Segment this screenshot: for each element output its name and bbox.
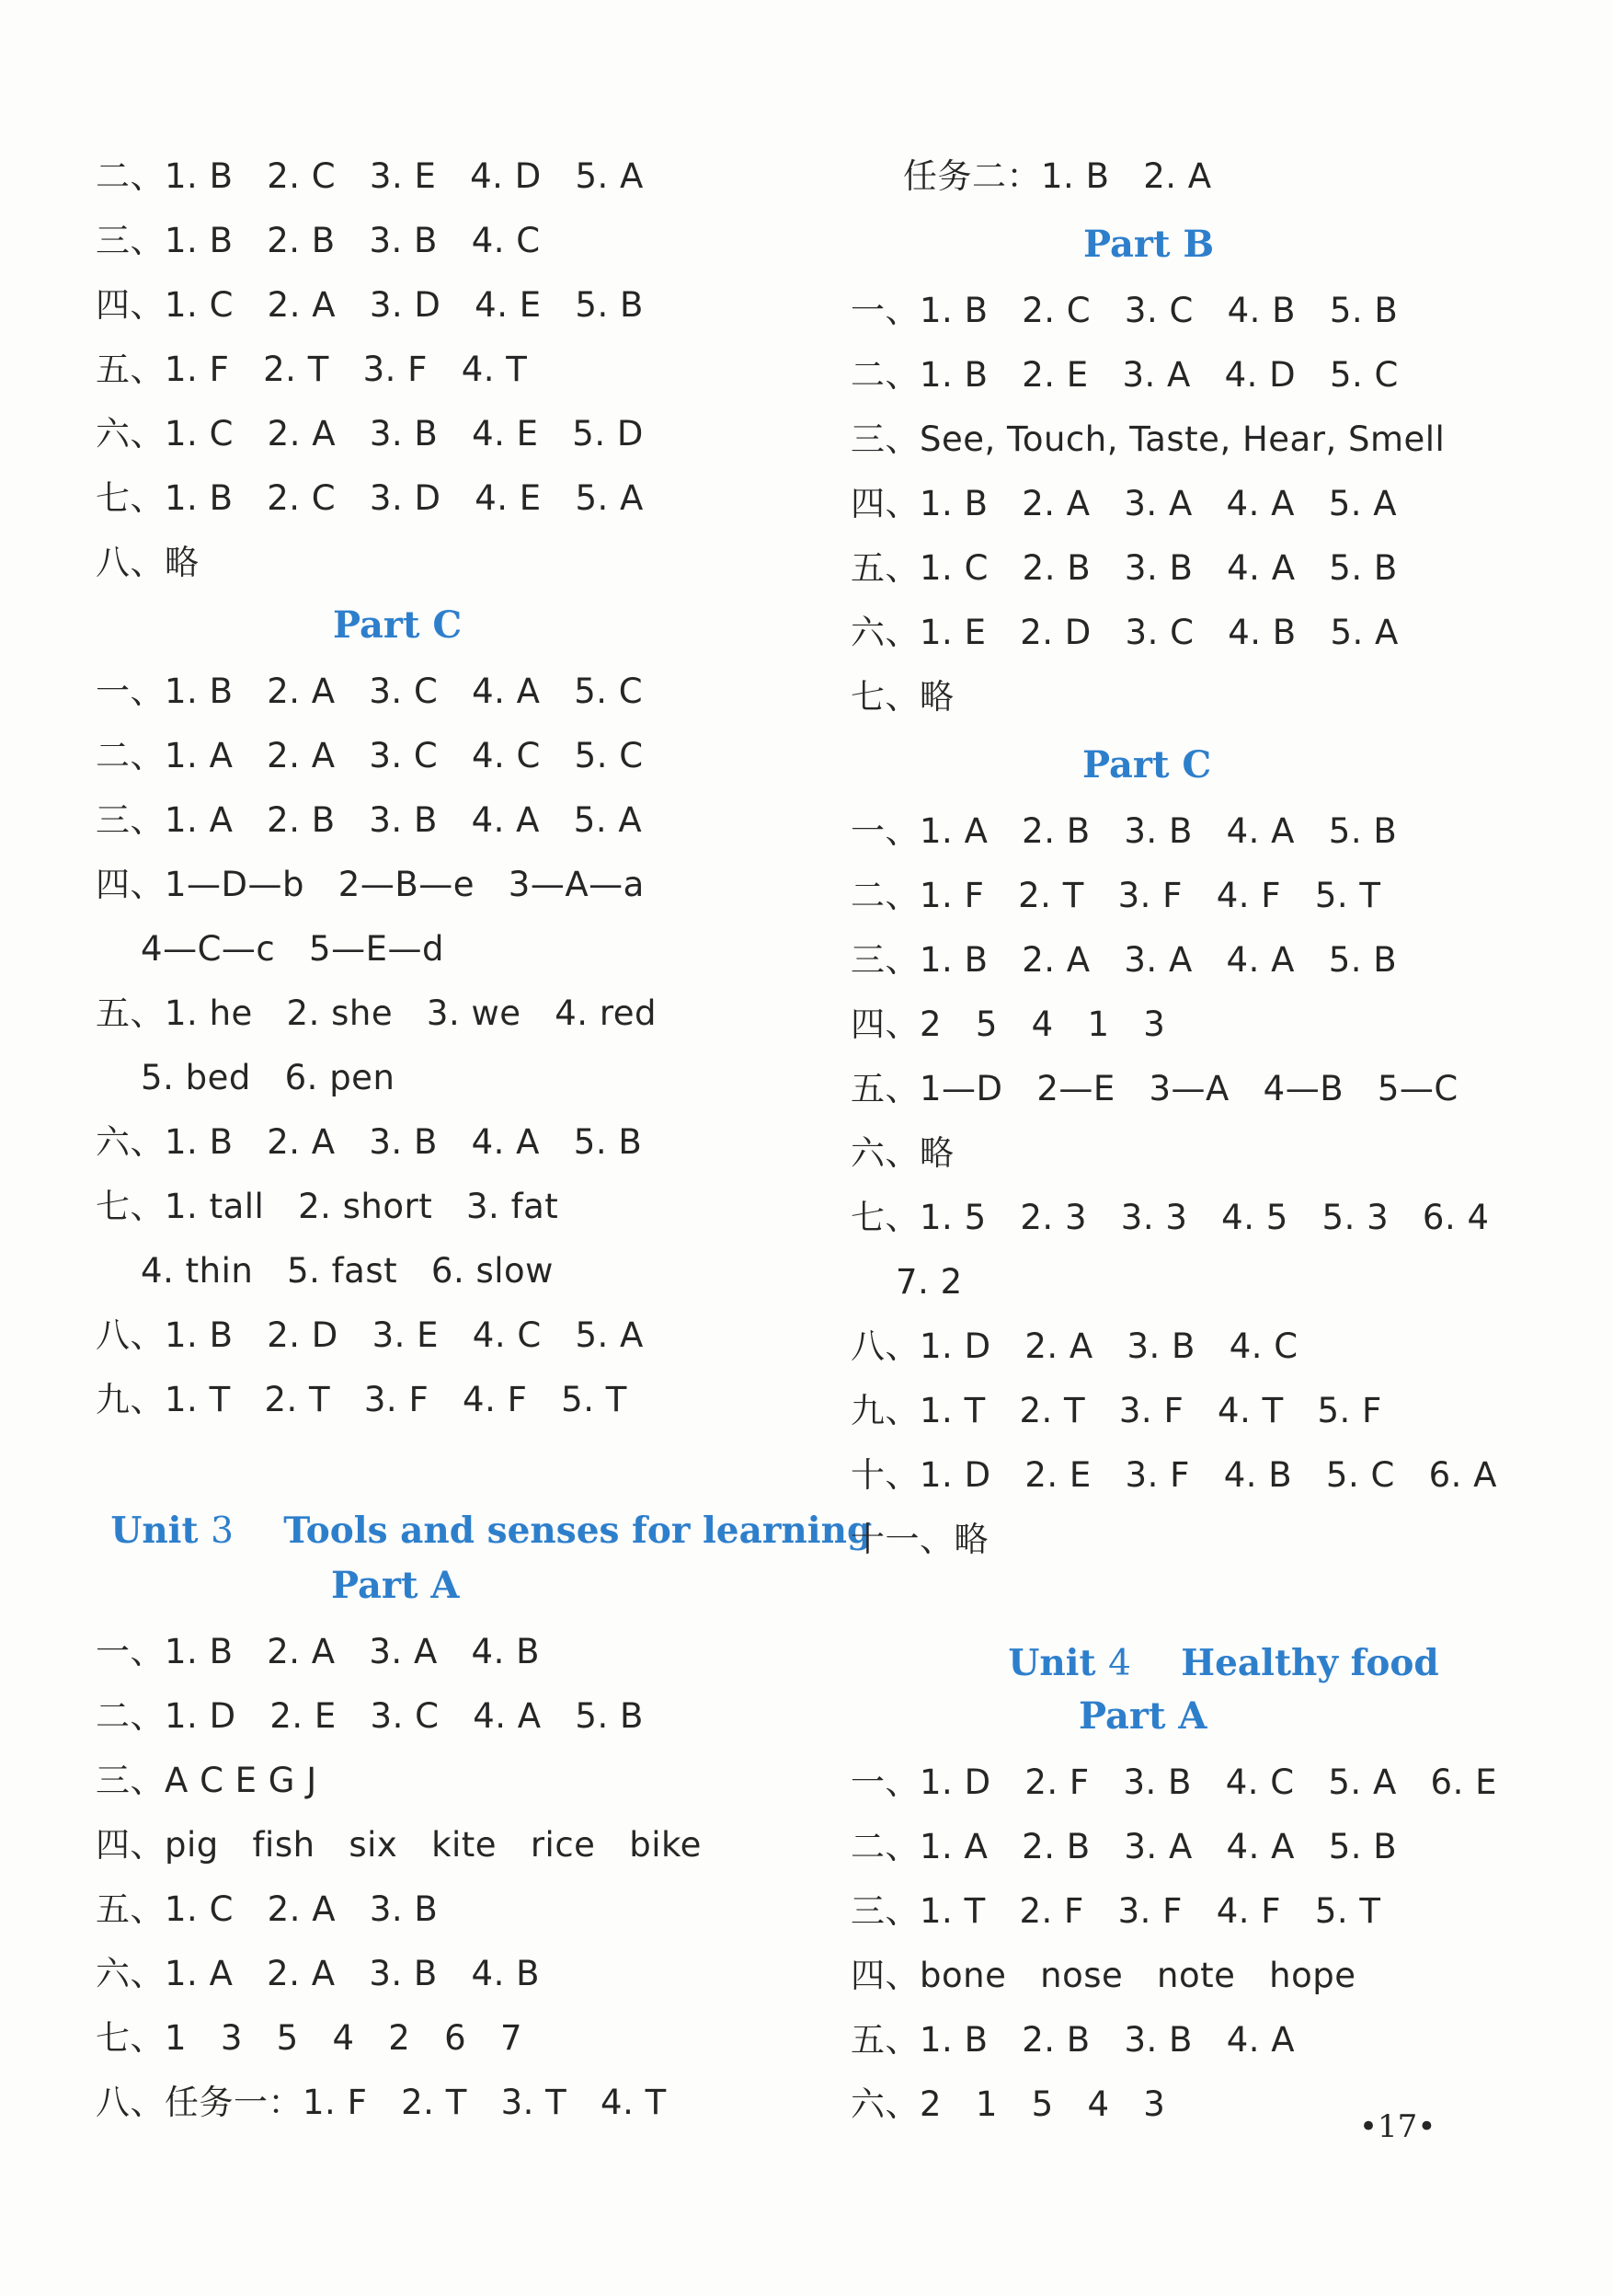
answer-line: 三、1. T 2. F 3. F 4. F 5. T bbox=[851, 1891, 1381, 1931]
answer-line: 九、1. T 2. T 3. F 4. F 5. T bbox=[96, 1380, 627, 1419]
answer-line: 一、1. B 2. A 3. A 4. B bbox=[96, 1632, 540, 1671]
answer-line: 四、2 5 4 1 3 bbox=[851, 1004, 1166, 1044]
answer-line: 八、任务一：1. F 2. T 3. T 4. T bbox=[96, 2083, 667, 2122]
answer-line: 六、1. A 2. A 3. B 4. B bbox=[96, 1954, 540, 1993]
answer-line: 7. 2 bbox=[851, 1262, 963, 1302]
section-heading-part-c: Part C bbox=[1082, 743, 1212, 786]
answer-line: 一、1. B 2. C 3. C 4. B 5. B bbox=[851, 291, 1399, 330]
answer-line: 六、2 1 5 4 3 bbox=[851, 2084, 1166, 2124]
answer-line: 三、1. B 2. B 3. B 4. C bbox=[96, 221, 541, 260]
section-heading-part-b: Part B bbox=[1083, 223, 1215, 266]
answer-line: 四、1. B 2. A 3. A 4. A 5. A bbox=[851, 484, 1398, 523]
answer-line: 二、1. A 2. B 3. A 4. A 5. B bbox=[851, 1827, 1398, 1866]
answer-line: 四、1. C 2. A 3. D 4. E 5. B bbox=[96, 285, 644, 325]
answer-line: 九、1. T 2. T 3. F 4. T 5. F bbox=[851, 1391, 1382, 1430]
answer-line: 七、1. 5 2. 3 3. 3 4. 5 5. 3 6. 4 bbox=[851, 1198, 1490, 1237]
answer-line: 4. thin 5. fast 6. slow bbox=[96, 1251, 554, 1291]
answer-line: 十一、略 bbox=[851, 1520, 989, 1559]
answer-line: 八、1. B 2. D 3. E 4. C 5. A bbox=[96, 1315, 644, 1355]
answer-line: 八、略 bbox=[96, 543, 200, 582]
answer-line: 二、1. B 2. E 3. A 4. D 5. C bbox=[851, 355, 1399, 395]
answer-line: 五、1. C 2. B 3. B 4. A 5. B bbox=[851, 548, 1398, 588]
answer-line: 七、1 3 5 4 2 6 7 bbox=[96, 2018, 522, 2058]
answer-line: 四、bone nose note hope bbox=[851, 1956, 1356, 1995]
unit-heading-unit-3 bbox=[61, 1464, 872, 1598]
answer-line: 六、1. E 2. D 3. C 4. B 5. A bbox=[851, 613, 1399, 652]
answer-line: 二、1. A 2. A 3. C 4. C 5. C bbox=[96, 736, 644, 775]
answer-line: 七、1. tall 2. short 3. fat bbox=[96, 1187, 559, 1226]
section-heading-part-a: Part A bbox=[331, 1564, 460, 1607]
answer-line: 二、1. B 2. C 3. E 4. D 5. A bbox=[96, 156, 644, 196]
answer-line: 十、1. D 2. E 3. F 4. B 5. C 6. A bbox=[851, 1455, 1497, 1495]
unit-label: Unit bbox=[110, 1510, 199, 1552]
answer-line: 一、1. D 2. F 3. B 4. C 5. A 6. E bbox=[851, 1762, 1497, 1802]
answer-line: 5. bed 6. pen bbox=[96, 1058, 395, 1097]
unit-number: 4 bbox=[1108, 1643, 1131, 1684]
answer-line: 五、1—D 2—E 3—A 4—B 5—C bbox=[851, 1069, 1459, 1108]
answer-line: 任务二：1. B 2. A bbox=[903, 156, 1212, 196]
answer-line: 七、略 bbox=[851, 677, 955, 717]
answer-line: 七、1. B 2. C 3. D 4. E 5. A bbox=[96, 478, 644, 518]
answer-line: 五、1. he 2. she 3. we 4. red bbox=[96, 993, 657, 1033]
unit-title: Healthy food bbox=[1181, 1642, 1439, 1684]
unit-title: Tools and senses for learning bbox=[283, 1510, 873, 1552]
answer-line: 一、1. B 2. A 3. C 4. A 5. C bbox=[96, 672, 644, 711]
answer-line: 四、1—D—b 2—B—e 3—A—a bbox=[96, 865, 645, 904]
answer-line: 五、1. C 2. A 3. B bbox=[96, 1889, 439, 1929]
answer-line: 六、略 bbox=[851, 1133, 955, 1173]
answer-line: 4—C—c 5—E—d bbox=[96, 929, 444, 969]
answer-line: 五、1. B 2. B 3. B 4. A bbox=[851, 2020, 1296, 2060]
answer-line: 三、1. A 2. B 3. B 4. A 5. A bbox=[96, 800, 643, 840]
answer-line: 三、A C E G J bbox=[96, 1761, 317, 1800]
answer-line: 三、See, Touch, Taste, Hear, Smell bbox=[851, 419, 1446, 459]
section-heading-part-c: Part C bbox=[333, 603, 463, 647]
answer-line: 六、1. B 2. A 3. B 4. A 5. B bbox=[96, 1122, 643, 1162]
answer-line: 四、pig fish six kite rice bike bbox=[96, 1825, 702, 1865]
unit-label: Unit bbox=[1008, 1642, 1096, 1684]
answer-line: 六、1. C 2. A 3. B 4. E 5. D bbox=[96, 414, 644, 453]
unit-number: 3 bbox=[211, 1510, 234, 1552]
answer-line: 二、1. F 2. T 3. F 4. F 5. T bbox=[851, 876, 1381, 915]
answer-line: 八、1. D 2. A 3. B 4. C bbox=[851, 1326, 1298, 1366]
answer-line: 三、1. B 2. A 3. A 4. A 5. B bbox=[851, 940, 1398, 980]
section-heading-part-a: Part A bbox=[1079, 1694, 1207, 1738]
answer-line: 一、1. A 2. B 3. B 4. A 5. B bbox=[851, 811, 1398, 851]
answer-line: 五、1. F 2. T 3. F 4. T bbox=[96, 350, 528, 389]
answer-line: 二、1. D 2. E 3. C 4. A 5. B bbox=[96, 1696, 644, 1736]
page-number: •17• bbox=[1359, 2108, 1436, 2145]
